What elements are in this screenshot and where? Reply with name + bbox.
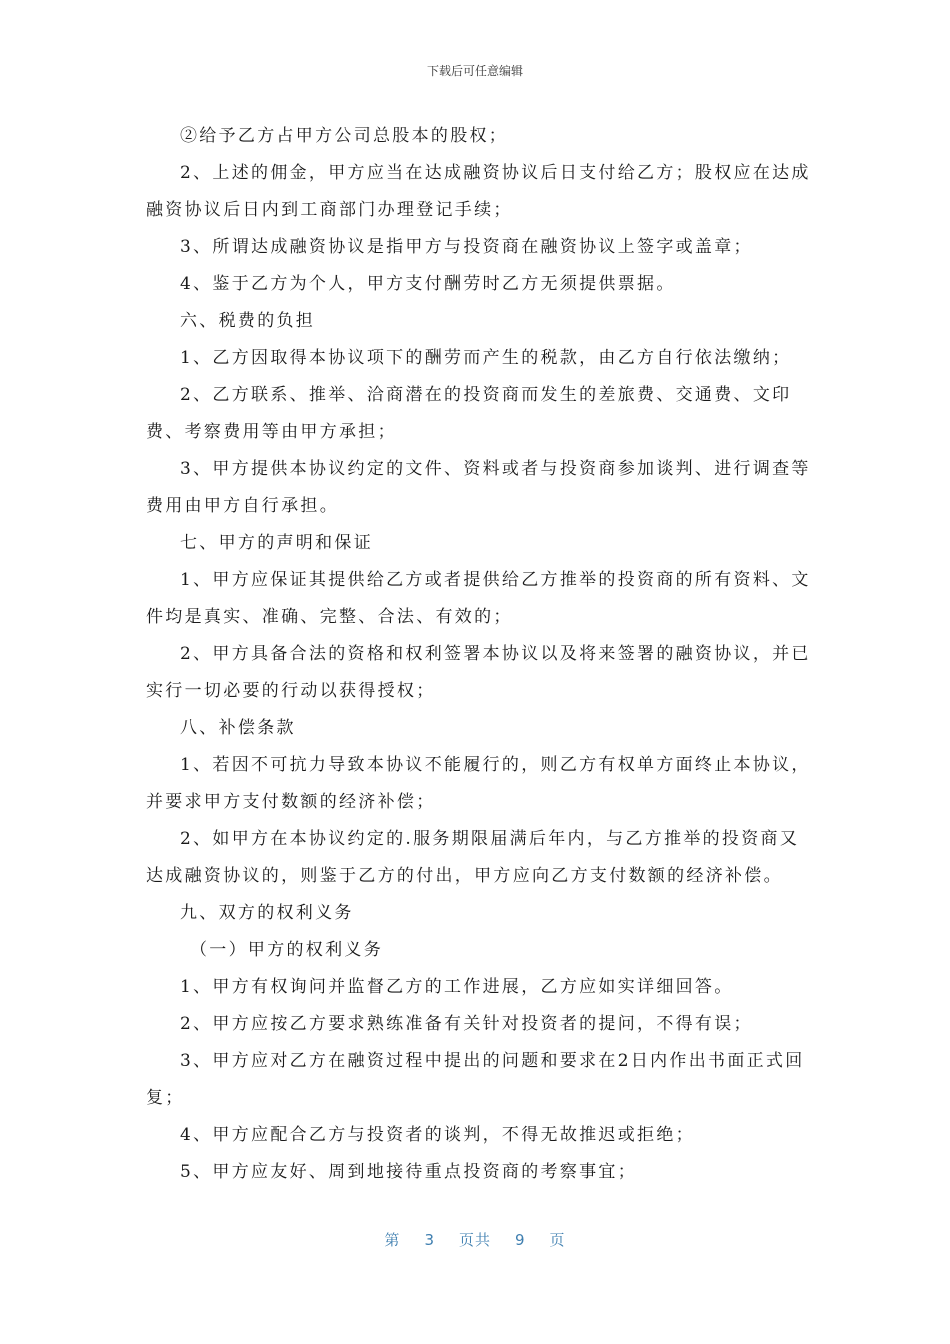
paragraph: 1、若因不可抗力导致本协议不能履行的，则乙方有权单方面终止本协议，并要求甲方支付数额的经济补偿； (146, 755, 811, 812)
page-label-prefix: 第 (384, 1231, 401, 1249)
paragraph: 2、乙方联系、推举、洽商潜在的投资商而发生的差旅费、交通费、文印费、考察费用等由甲方承担； (146, 385, 792, 442)
section-heading: 八、补偿条款 (180, 718, 296, 738)
page-footer (0, 1229, 950, 1250)
subsection-heading: （一）甲方的权利义务 (190, 940, 383, 960)
paragraph: 4、鉴于乙方为个人，甲方支付酬劳时乙方无须提供票据。 (180, 274, 676, 294)
document-body (146, 118, 816, 1191)
paragraph: 2、甲方应按乙方要求熟练准备有关针对投资者的提问，不得有误； (180, 1014, 753, 1034)
paragraph: 1、乙方因取得本协议项下的酬劳而产生的税款，由乙方自行依法缴纳； (180, 348, 792, 368)
paragraph: 4、甲方应配合乙方与投资者的谈判，不得无故推迟或拒绝； (180, 1125, 695, 1145)
section-heading: 六、税费的负担 (180, 311, 316, 331)
total-pages-number: 9 (515, 1231, 526, 1249)
paragraph: 2、如甲方在本协议约定的.服务期限届满后年内，与乙方推举的投资商又达成融资协议的，则鉴于乙方的付出，甲方应向乙方支付数额的经济补偿。 (146, 829, 800, 886)
paragraph: 3、甲方提供本协议约定的文件、资料或者与投资商参加谈判、进行调查等费用由甲方自行承担。 (146, 459, 811, 516)
paragraph: 1、甲方应保证其提供给乙方或者提供给乙方推举的投资商的所有资料、文件均是真实、准确、完整、合法、有效的； (146, 570, 811, 627)
page-label-middle: 页共 (458, 1231, 491, 1249)
paragraph: 2、甲方具备合法的资格和权利签署本协议以及将来签署的融资协议，并已实行一切必要的行动以获得授权； (146, 644, 811, 701)
paragraph: 2、上述的佣金，甲方应当在达成融资协议后日支付给乙方；股权应在达成融资协议后日内到工商部门办理登记手续； (146, 163, 811, 220)
section-heading: 九、双方的权利义务 (180, 903, 354, 923)
current-page-number: 3 (424, 1231, 435, 1249)
page-label-suffix: 页 (549, 1231, 566, 1249)
paragraph: 3、甲方应对乙方在融资过程中提出的问题和要求在2日内作出书面正式回复； (146, 1051, 805, 1108)
section-heading: 七、甲方的声明和保证 (180, 533, 373, 553)
paragraph: ②给予乙方占甲方公司总股本的股权； (180, 126, 509, 146)
paragraph: 5、甲方应友好、周到地接待重点投资商的考察事宜； (180, 1162, 638, 1182)
paragraph: 1、甲方有权询问并监督乙方的工作进展，乙方应如实详细回答。 (180, 977, 734, 997)
paragraph: 3、所谓达成融资协议是指甲方与投资商在融资协议上签字或盖章； (180, 237, 753, 257)
page-header: 下载后可任意编辑 (426, 64, 523, 78)
